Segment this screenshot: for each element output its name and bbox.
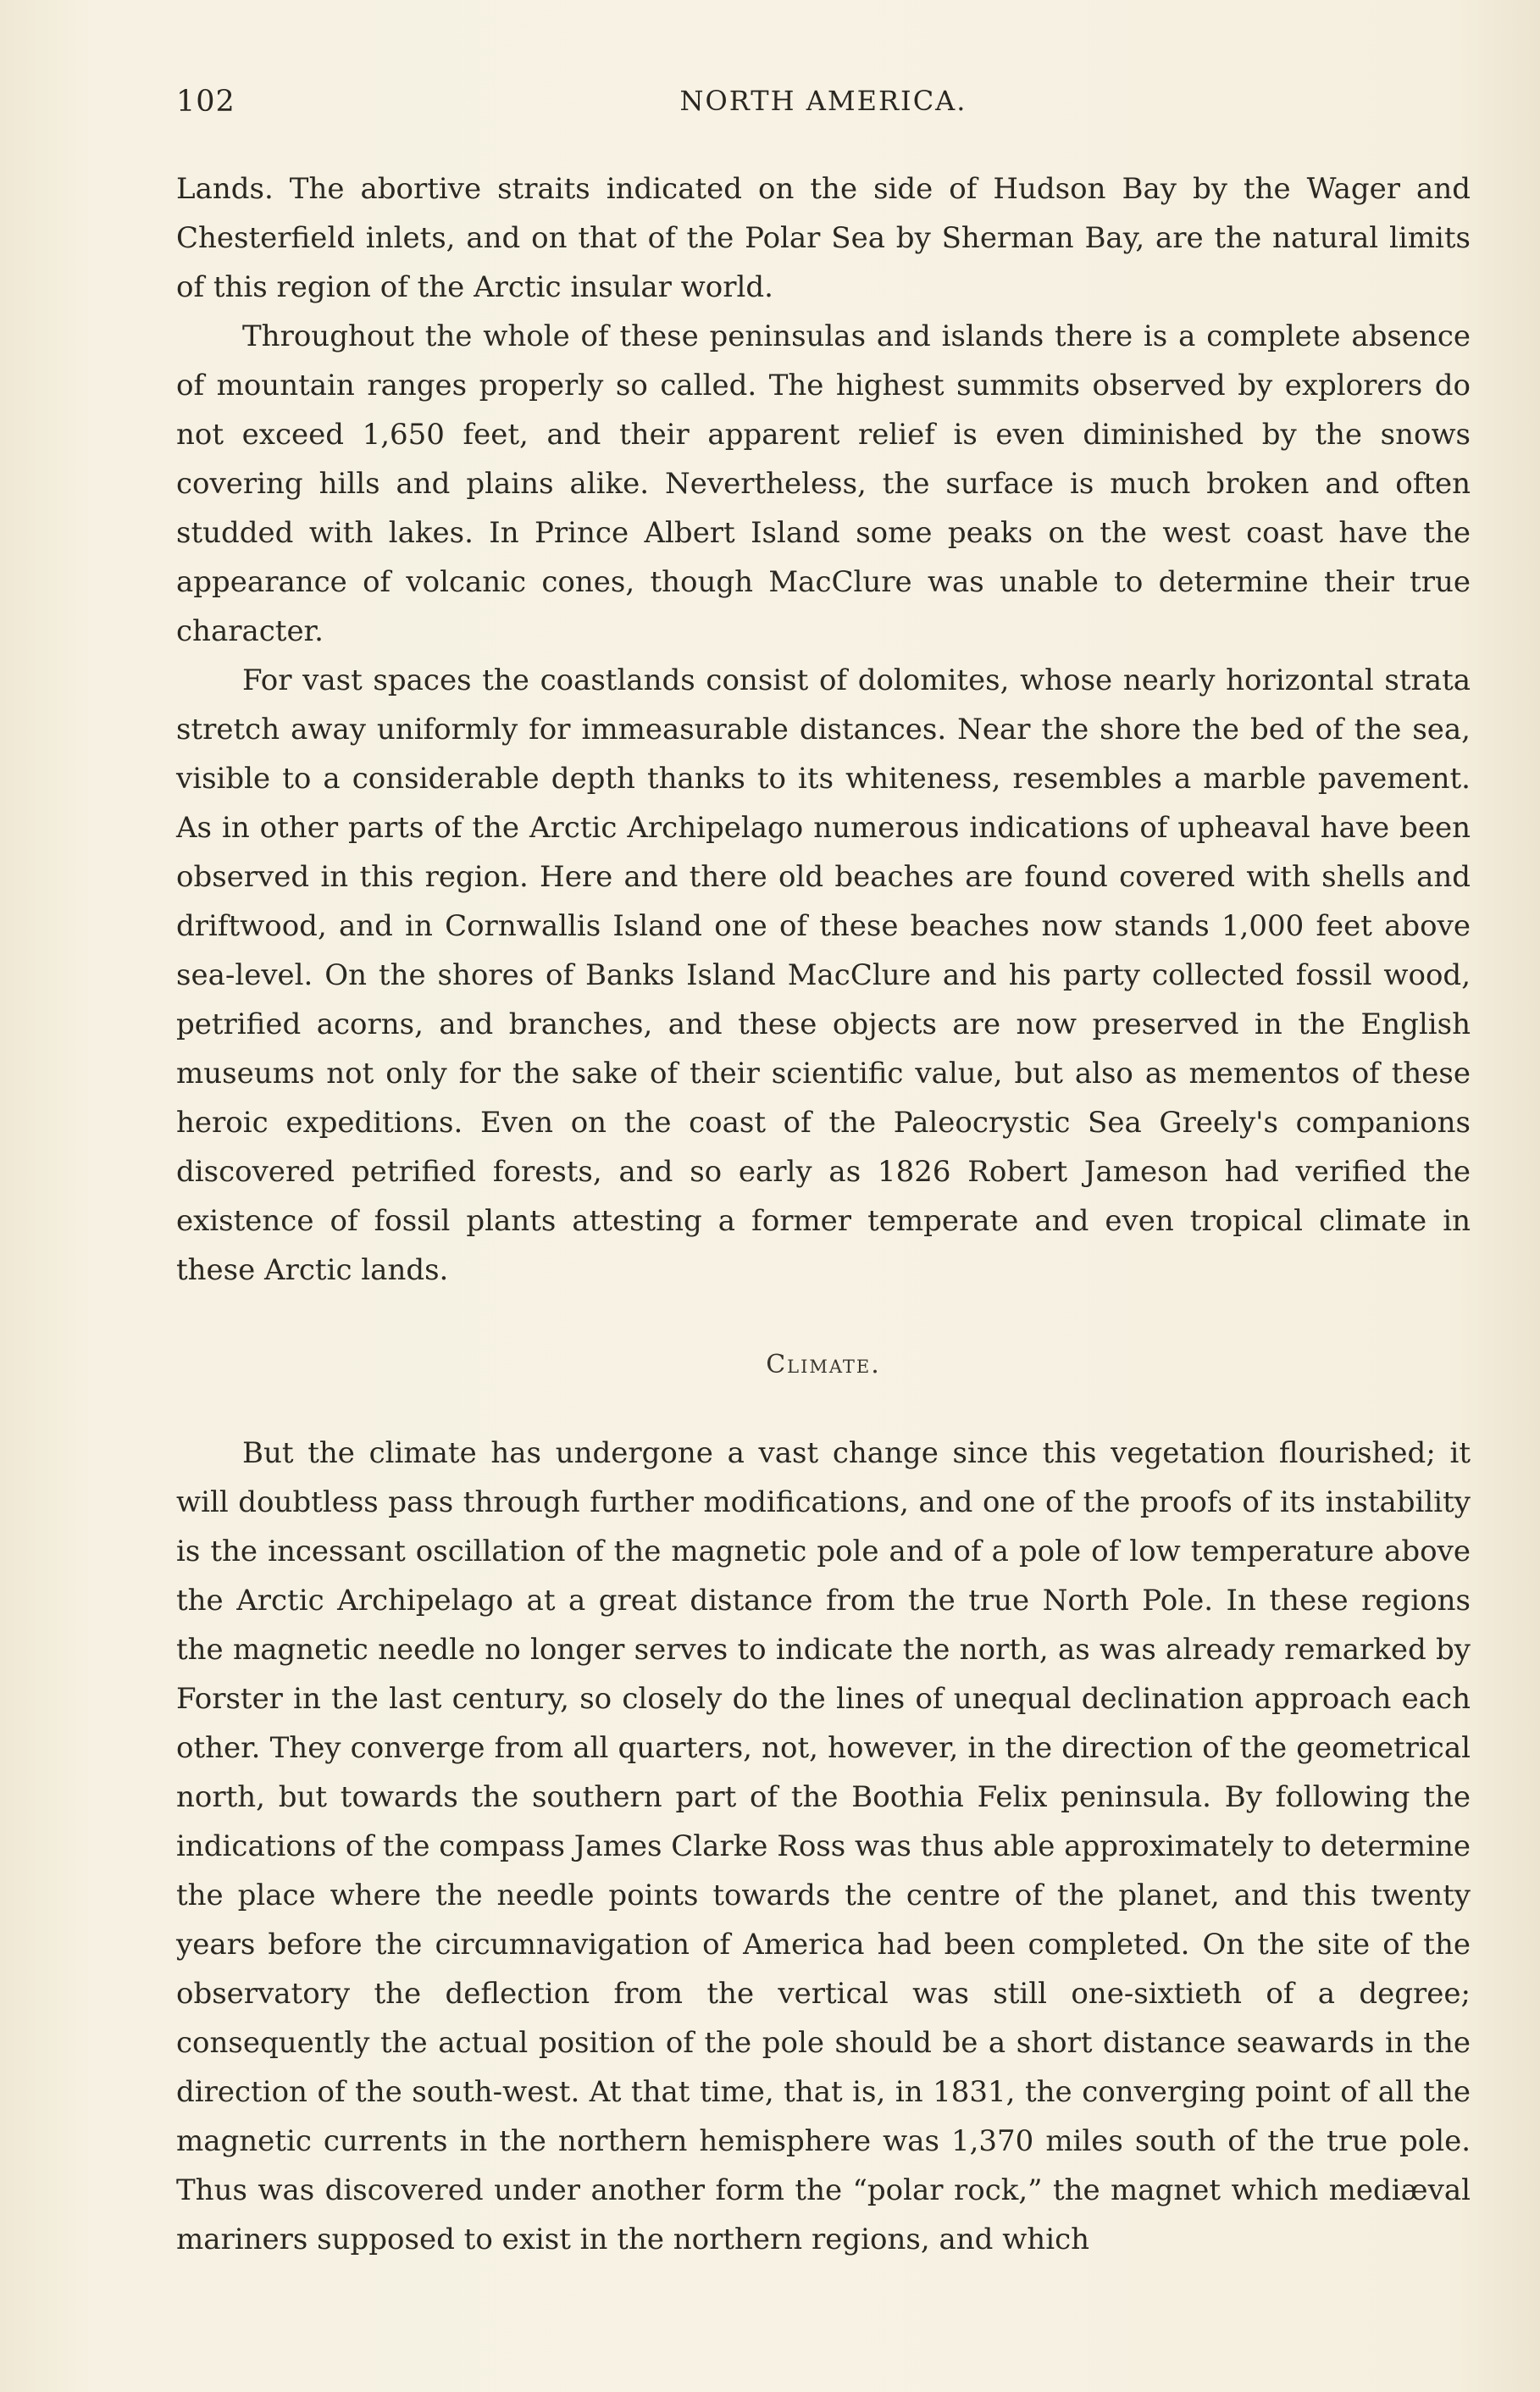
paragraph: Throughout the whole of these peninsulas and islands there is a complete absence of mountain ranges properly so called. The highest summits observed by explorers do not exceed 1,650 feet, and their apparent relief is even diminished by the snows covering hills and plains alike. Nevertheless, the surface is much broken and often studded with lakes. In Prince Albert Island some peaks on the west coast have the appearance of volcanic cones, though MacClure was unable to determine their true character. xyxy=(176,319,1471,648)
paragraph: For vast spaces the coastlands consist of dolomites, whose nearly horizontal strata stretch away uniformly for immeasurable distances. Near the shore the bed of the sea, visible to a considerable depth thanks to its whiteness, resembles a marble pavement. As in other parts of the Arctic Archipelago numerous indications of upheaval have been observed in this region. Here and there old beaches are found covered with shells and driftwood, and in Cornwallis Island one of these beaches now stands 1,000 feet above sea-level. On the shores of Banks Island MacClure and his party collected fossil wood, petrified acorns, and branches, and these objects are now preserved in the English museums not only for the sake of their scientific value, but also as mementos of these heroic expeditions. Even on the coast of the Paleocrystic Sea Greely's companions discovered petrified forests, and so early as 1826 Robert Jameson had verified the existence of fossil plants attesting a former temperate and even tropical climate in these Arctic lands. xyxy=(176,663,1471,1287)
body-text xyxy=(176,164,1471,2264)
page-number: 102 xyxy=(176,85,235,119)
page-header xyxy=(176,85,1471,127)
paragraph: Lands. The abortive straits indicated on the side of Hudson Bay by the Wager and Chesterfield inlets, and on that of the Polar Sea by Sherman Bay, are the natural limits of this region of the Arctic insular world. xyxy=(176,172,1471,304)
section-heading: Climate. xyxy=(766,1350,881,1379)
running-head: NORTH AMERICA. xyxy=(679,85,967,117)
paragraph: But the climate has undergone a vast change since this vegetation flourished; it will doubtless pass through further modifications, and one of the proofs of its instability is the incessant oscillation of the magnetic pole and of a pole of low temperature above the Arctic Archipelago at a great distance from the true North Pole. In these regions the magnetic needle no longer serves to indicate the north, as was already remarked by Forster in the last century, so closely do the lines of unequal declination approach each other. They converge from all quarters, not, however, in the direction of the geometrical north, but towards the southern part of the Boothia Felix peninsula. By following the indications of the compass James Clarke Ross was thus able approximately to determine the place where the needle points towards the centre of the planet, and this twenty years before the circumnavigation of America had been completed. On the site of the observatory the deflection from the vertical was still one-sixtieth of a degree; consequently the actual position of the pole should be a short distance seawards in the direction of the south-west. At that time, that is, in 1831, the converging point of all the magnetic currents in the northern hemisphere was 1,370 miles south of the true pole. Thus was discovered under another form the “polar rock,” the magnet which mediæval mariners supposed to exist in the northern regions, and which xyxy=(176,1436,1471,2256)
